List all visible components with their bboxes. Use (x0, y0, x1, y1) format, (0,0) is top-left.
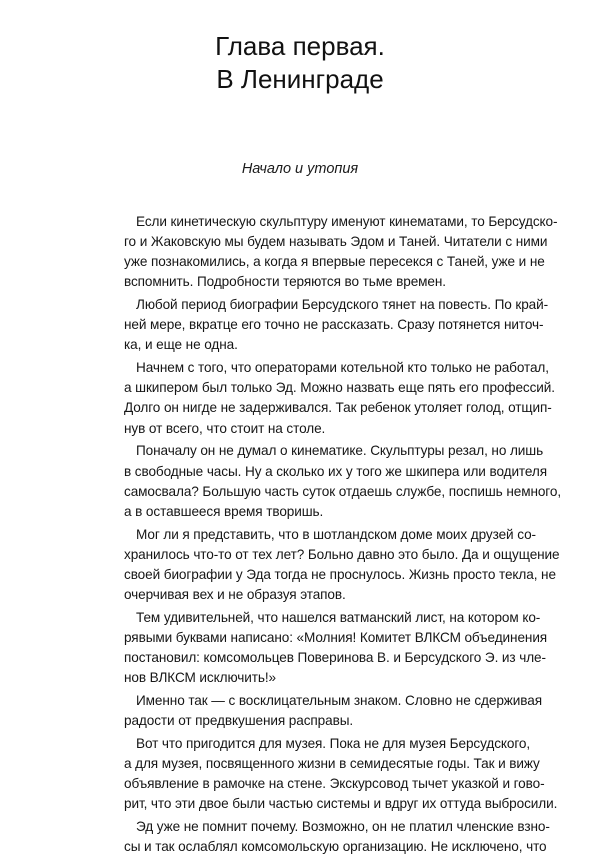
text-line: нов ВЛКСМ исключить!» (124, 670, 276, 686)
text-line: ней мере, вкратце его точно не рассказать. Сразу потянется ниточ- (124, 317, 544, 333)
text-line: Вот что пригодится для музея. Пока не для музея Берсудского, (136, 735, 531, 751)
paragraph (124, 734, 558, 814)
text-line: а шкипером был только Эд. Можно назвать еще пять его профессий. (124, 380, 555, 396)
text-line: Мог ли я представить, что в шотландском доме моих друзей со- (136, 526, 536, 542)
section-title: Начало и утопия (241, 161, 359, 177)
text-line: Долго он нигде не задерживался. Так ребенок утоляет голод, отщип- (124, 400, 552, 416)
text-line: уже познакомились, а когда я впервые пересекся с Таней, уже и не (124, 254, 545, 270)
text-line: го и Жаковскую мы будем называть Эдом и Таней. Читатели с ними (124, 234, 548, 250)
text-line: Начнем с того, что операторами котельной кто только не работал, (136, 360, 549, 376)
text-line: очерчивая вех и не образуя этапов. (124, 586, 346, 602)
paragraph (124, 608, 548, 688)
text-line: в свободные часы. Ну а сколько их у того же шкипера или водителя (124, 463, 548, 479)
chapter-title-line-1: Глава первая. (215, 31, 385, 61)
paragraph (124, 295, 549, 355)
text-line: Любой период биографии Берсудского тянет на повесть. По край- (136, 297, 549, 313)
text-line: а в оставшееся время творишь. (124, 503, 324, 519)
paragraph (124, 212, 558, 292)
text-line: радости от предвкушения расправы. (124, 713, 354, 729)
paragraph (124, 525, 560, 605)
text-line: рявыми буквами написано: «Молния! Комитет ВЛКСМ объединения (124, 629, 548, 645)
text-line: Поначалу он не думал о кинематике. Скульптуры резал, но лишь (136, 443, 544, 459)
text-line: нув от всего, что стоит на столе. (124, 420, 326, 436)
text-line: постановил: комсомольцев Поверинова В. и Берсудского Э. из чле- (124, 649, 546, 665)
chapter-title (0, 30, 600, 96)
text-line: Эд уже не помнит почему. Возможно, он не платил членские взно- (136, 819, 550, 835)
text-line: ка, и еще не одна. (124, 337, 238, 353)
text-line: сы и так ослаблял комсомольскую организацию. Не исключено, что (124, 839, 547, 855)
paragraph (124, 358, 555, 438)
paragraph (124, 691, 542, 731)
chapter-title-line-2: В Ленинграде (216, 64, 384, 94)
text-line: вспомнить. Подробности теряются во тьме времен. (124, 274, 446, 290)
text-line: а для музея, посвященного жизни в семидесятые годы. Так и вижу (124, 756, 540, 772)
text-line: Если кинетическую скульптуру именуют кинематами, то Берсудско- (136, 214, 558, 229)
text-line: рит, что эти двое были частью системы и вдруг их оттуда выбросили. (124, 796, 558, 812)
text-line: хранилось что-то от тех лет? Больно давно это было. Да и ощущение (124, 546, 560, 562)
text-line: Тем удивительней, что нашелся ватманский лист, на котором ко- (136, 609, 541, 625)
paragraph (124, 441, 562, 521)
text-line: Именно так — с восклицательным знаком. Словно не сдерживая (136, 692, 542, 708)
text-line: объявление в рамочке на стене. Экскурсовод тычет указкой и гово- (124, 776, 545, 792)
body-text (124, 212, 562, 860)
text-line: самосвала? Большую часть суток отдаешь службе, поспишь немного, (124, 483, 562, 499)
paragraph (124, 817, 550, 857)
text-line: своей биографии у Эда тогда не проснулось. Жизнь просто текла, не (124, 566, 556, 582)
